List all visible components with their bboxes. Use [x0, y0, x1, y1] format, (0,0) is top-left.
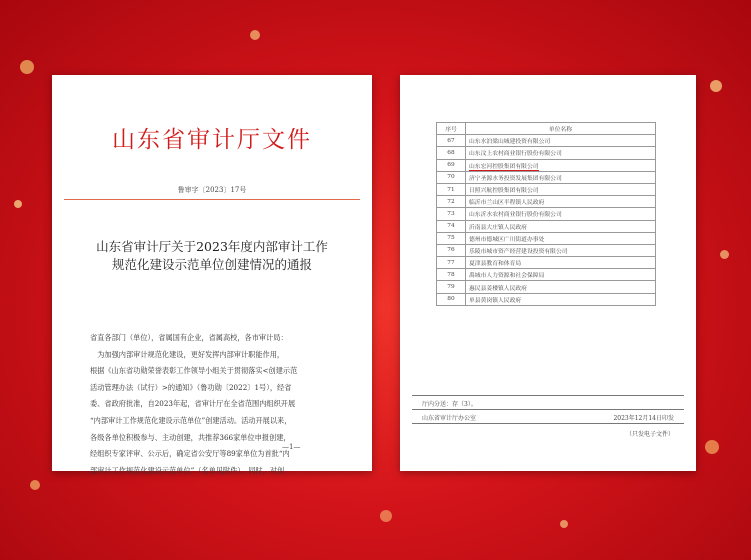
row-seq: 77 [437, 257, 466, 269]
body-line: 根据《山东省功勋荣誉表彰工作领导小组关于贯彻落实<创建示范 [90, 366, 298, 376]
document-header-title: 山东省审计厅文件 [112, 127, 312, 153]
row-seq: 70 [437, 171, 466, 183]
body-line: “内部审计工作规范化建设示范单位”创建活动。活动开展以来， [90, 415, 292, 425]
unit-name-text: 日照兴航控股集团有限公司 [469, 188, 539, 195]
body-line: 活动管理办法（试行）>的通知》（鲁功勋〔2022〕1号），经省 [90, 382, 292, 392]
unit-name-text: 山东水泊梁山城建投资有限公司 [469, 139, 551, 146]
row-unit-name [466, 220, 656, 232]
document-number: 鲁审字〔2023〕17号 [177, 186, 247, 194]
unit-name-text: 德州市德城区广川街道办事处 [469, 236, 545, 243]
row-unit-name [466, 244, 656, 256]
row-seq: 69 [437, 159, 466, 171]
footer-rule [412, 395, 684, 396]
table-row [437, 232, 656, 244]
unit-name-text: 禹城市人力资源和社会保障局 [469, 273, 545, 280]
unit-name-text: 夏津县教育和体育局 [469, 261, 522, 268]
table-row [437, 293, 656, 305]
table-row [437, 208, 656, 220]
body-line: 委、省政府批准，自2023年起，省审计厅在全省范围内组织开展 [90, 399, 296, 409]
note: （只发电子文件） [625, 431, 674, 438]
notice-body [90, 330, 340, 479]
header-divider [64, 199, 360, 200]
table-row [437, 171, 656, 183]
row-unit-name [466, 171, 656, 183]
row-unit-name [466, 257, 656, 269]
title-line: 山东省审计厅关于2023年度内部审计工作 [96, 239, 328, 254]
issuer: 山东省审计厅办公室 [422, 415, 477, 422]
row-seq: 79 [437, 281, 466, 293]
table-row [437, 281, 656, 293]
table-row [437, 183, 656, 195]
row-seq: 76 [437, 244, 466, 256]
table-row [437, 135, 656, 147]
row-seq: 74 [437, 220, 466, 232]
table-row [437, 269, 656, 281]
row-unit-name [466, 183, 656, 195]
row-seq: 68 [437, 147, 466, 159]
body-line: 为加强内部审计规范化建设，更好发挥内部审计职能作用， [90, 349, 285, 359]
row-seq: 73 [437, 208, 466, 220]
row-seq: 75 [437, 232, 466, 244]
row-unit-name [466, 208, 656, 220]
table-row [437, 147, 656, 159]
unit-name-text: 山东宏河控股集团有限公司 [469, 163, 539, 170]
issue-date: 2023年12月14日印发 [613, 415, 674, 422]
unit-name-text: 临沂市兰山区半程镇人民政府 [469, 200, 545, 207]
header-name: 单位名称 [466, 123, 656, 135]
row-unit-name [466, 159, 656, 171]
row-unit-name [466, 147, 656, 159]
unit-name-text: 单县黄岗镇人民政府 [469, 297, 522, 304]
table-row [437, 220, 656, 232]
row-unit-name [466, 196, 656, 208]
unit-name-text: 沂南县大庄镇人民政府 [469, 224, 527, 231]
row-seq: 72 [437, 196, 466, 208]
unit-name-text: 山东沂水农村商业银行股份有限公司 [469, 212, 562, 219]
row-unit-name [466, 293, 656, 305]
unit-name-text: 乐陵市城市资产经营建设投资有限公司 [469, 248, 568, 255]
row-seq: 71 [437, 183, 466, 195]
page-number: —1— [282, 443, 301, 451]
header-seq: 序号 [437, 123, 466, 135]
footer-rule [412, 423, 684, 424]
distribution: 厅内分送：存（3）。 [422, 401, 477, 408]
title-line: 规范化建设示范单位创建情况的通报 [111, 257, 312, 272]
row-unit-name [466, 281, 656, 293]
body-line: 省直各部门（单位），省属国有企业，省属高校，各市审计局： [90, 333, 288, 342]
row-seq: 67 [437, 135, 466, 147]
body-line: 部审计工作规范化建设示范单位”（名单见附件）。同时，对创 [90, 465, 285, 475]
row-seq: 78 [437, 269, 466, 281]
unit-list-table [436, 122, 656, 306]
notice-title [52, 238, 372, 274]
footer-rule [412, 409, 684, 410]
table-row [437, 244, 656, 256]
notice-page-1 [52, 75, 372, 475]
table-row [437, 196, 656, 208]
notice-page-attachment [400, 75, 696, 471]
unit-name-text: 济宁圣源水务投资发展集团有限公司 [469, 175, 562, 182]
body-line: 经组织专家评审、公示后，确定省公安厅等89家单位为首批“内 [90, 449, 290, 459]
unit-name-text: 惠民县姜楼镇人民政府 [469, 285, 527, 292]
table-row [437, 257, 656, 269]
row-unit-name [466, 135, 656, 147]
row-seq: 80 [437, 293, 466, 305]
row-unit-name [466, 269, 656, 281]
table-row [437, 159, 656, 171]
unit-name-text: 山东汶上农村商业银行股份有限公司 [469, 151, 562, 158]
body-line: 各级各单位积极参与、主动创建，共推荐366家单位申报创建， [90, 432, 291, 442]
row-unit-name [466, 232, 656, 244]
